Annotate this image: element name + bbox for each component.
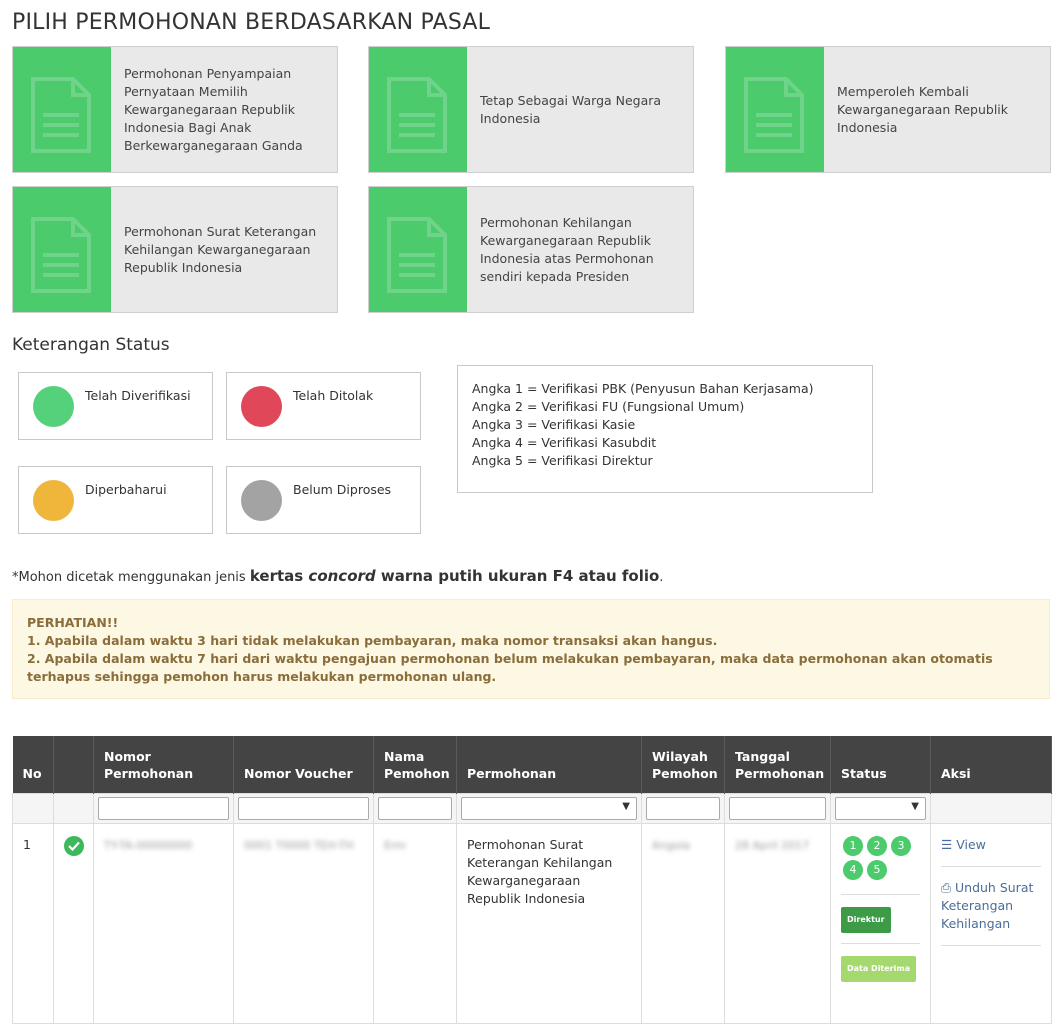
verification-steps	[841, 836, 921, 884]
angka-line: Angka 1 = Verifikasi PBK (Penyusun Bahan Kerjasama)	[472, 381, 814, 396]
divider	[941, 866, 1041, 867]
caret-down-icon: ▼	[911, 800, 919, 812]
header-tanggal-permohonan[interactable]: Tanggal Permohonan	[725, 736, 831, 793]
header-wilayah-pemohon[interactable]: Wilayah Pemohon	[642, 736, 725, 793]
angka-line: Angka 5 = Verifikasi Direktur	[472, 453, 653, 468]
print-note	[12, 567, 663, 585]
permohonan-table	[12, 736, 1052, 1024]
view-link-label: View	[956, 836, 986, 852]
header-nomor-permohonan[interactable]: Nomor Permohonan	[94, 736, 234, 793]
warning-alert	[12, 599, 1050, 699]
filter-nomor-permohonan-input[interactable]	[98, 797, 229, 820]
filter-cell	[725, 793, 831, 823]
card-pilihan-surat-keterangan-kehilangan[interactable]	[12, 186, 338, 313]
card-icon-box	[726, 47, 824, 172]
status-legend-unprocessed	[226, 466, 421, 534]
cell-permohonan: Permohonan Surat Keterangan Kehilangan Kewarganegaraan Republik Indonesia	[457, 823, 642, 1023]
redacted-value: 0001 T0000 TEH-TH	[244, 838, 354, 852]
filter-cell-empty	[931, 793, 1052, 823]
header-nama-pemohon[interactable]: Nama Pemohon	[374, 736, 457, 793]
filter-nomor-voucher-input[interactable]	[238, 797, 369, 820]
redacted-value: Angola	[652, 838, 691, 852]
card-icon-box	[369, 47, 467, 172]
cell-status	[831, 823, 931, 1023]
cell-nomor-voucher	[234, 823, 374, 1023]
print-note-bold: kertas	[249, 567, 309, 585]
table-row	[13, 823, 1052, 1023]
card-label: Permohonan Surat Keterangan Kehilangan Kewarganegaraan Republik Indonesia	[124, 223, 317, 275]
document-icon	[27, 75, 97, 155]
status-label: Diperbaharui	[85, 482, 167, 497]
divider	[841, 943, 920, 944]
filter-permohonan-select[interactable]	[461, 797, 637, 820]
status-dot-green	[33, 386, 74, 427]
header-check	[54, 736, 94, 793]
page-title: PILIH PERMOHONAN BERDASARKAN PASAL	[12, 10, 491, 35]
card-icon-box	[13, 47, 111, 172]
list-icon: ☰	[941, 836, 953, 852]
card-pilihan-tetap-wni[interactable]	[368, 46, 694, 173]
alert-line: 1. Apabila dalam waktu 3 hari tidak melakukan pembayaran, maka nomor transaksi akan hangus.	[27, 633, 718, 648]
filter-cell	[234, 793, 374, 823]
status-badge: Data Diterima	[841, 956, 916, 982]
filter-nama-pemohon-input[interactable]	[378, 797, 452, 820]
status-label: Belum Diproses	[293, 482, 392, 497]
redacted-value: TY-TA-00000000	[104, 838, 193, 852]
filter-cell	[374, 793, 457, 823]
print-note-italic: concord	[308, 567, 376, 585]
card-label: Memperoleh Kembali Kewarganegaraan Republik Indonesia	[837, 83, 1009, 135]
status-legend-updated	[18, 466, 213, 534]
cell-wilayah-pemohon	[642, 823, 725, 1023]
document-icon	[27, 215, 97, 295]
download-link-label: Unduh Surat Keterangan Kehilangan	[941, 879, 1034, 931]
filter-row	[13, 793, 1052, 823]
document-icon	[740, 75, 810, 155]
step-1-badge: 1	[843, 836, 863, 856]
redacted-value: Erm	[384, 838, 406, 852]
print-note-prefix: *Mohon dicetak menggunakan jenis	[12, 570, 250, 585]
check-circle-icon	[64, 836, 84, 856]
filter-status-select[interactable]	[835, 797, 926, 820]
cell-aksi	[931, 823, 1052, 1023]
header-no[interactable]: No	[13, 736, 54, 793]
cell-nomor-permohonan	[94, 823, 234, 1023]
cell-tanggal-permohonan	[725, 823, 831, 1023]
level-badge: Direktur	[841, 907, 891, 933]
card-icon-box	[13, 187, 111, 312]
step-3-badge: 3	[891, 836, 911, 856]
card-label: Permohonan Penyampaian Pernyataan Memilih Kewarganegaraan Republik Indonesia Bagi Anak Berkewarganegaraan Ganda	[124, 65, 303, 153]
filter-cell-empty	[54, 793, 94, 823]
alert-line: 2. Apabila dalam waktu 7 hari dari waktu pengajuan permohonan belum melakukan pembayaran, maka data permohonan akan otomatis terhapus sehingga pemohon harus melakukan permohonan ulang.	[27, 651, 993, 684]
filter-wilayah-input[interactable]	[646, 797, 720, 820]
download-letter-link[interactable]	[941, 879, 1041, 933]
header-permohonan[interactable]: Permohonan	[457, 736, 642, 793]
filter-cell-empty	[13, 793, 54, 823]
step-4-badge: 4	[843, 860, 863, 880]
print-note-suffix: .	[659, 570, 664, 585]
divider	[941, 945, 1041, 946]
status-label: Telah Ditolak	[293, 388, 374, 403]
caret-down-icon: ▼	[622, 800, 630, 812]
filter-cell	[642, 793, 725, 823]
card-pilihan-kehilangan-kepada-presiden[interactable]	[368, 186, 694, 313]
header-status[interactable]: Status	[831, 736, 931, 793]
filter-cell	[94, 793, 234, 823]
angka-line: Angka 2 = Verifikasi FU (Fungsional Umum)	[472, 399, 745, 414]
cell-check	[54, 823, 94, 1023]
filter-cell	[457, 793, 642, 823]
status-legend-rejected	[226, 372, 421, 440]
angka-line: Angka 3 = Verifikasi Kasie	[472, 417, 636, 432]
verification-steps-legend	[457, 365, 873, 493]
print-note-bold: warna putih ukuran F4 atau folio	[375, 567, 660, 585]
header-nomor-voucher[interactable]: Nomor Voucher	[234, 736, 374, 793]
card-label: Tetap Sebagai Warga Negara Indonesia	[480, 92, 662, 126]
step-2-badge: 2	[867, 836, 887, 856]
card-pilihan-memperoleh-kembali[interactable]	[725, 46, 1051, 173]
card-pilihan-anak-berkewarganegaraan-ganda[interactable]	[12, 46, 338, 173]
status-dot-gray	[241, 480, 282, 521]
header-aksi: Aksi	[931, 736, 1052, 793]
alert-title: PERHATIAN!!	[27, 615, 119, 630]
document-icon	[383, 75, 453, 155]
cell-nama-pemohon	[374, 823, 457, 1023]
document-icon	[383, 215, 453, 295]
card-label: Permohonan Kehilangan Kewarganegaraan Republik Indonesia atas Permohonan sendiri kepada Presiden	[480, 214, 654, 284]
redacted-value: 28 April 2017	[735, 838, 810, 852]
printer-icon: ⎙	[941, 879, 952, 895]
view-link[interactable]	[941, 836, 1041, 854]
status-dot-yellow	[33, 480, 74, 521]
step-5-badge: 5	[867, 860, 887, 880]
status-dot-red	[241, 386, 282, 427]
divider	[841, 894, 920, 895]
cell-no: 1	[13, 823, 54, 1023]
filter-cell	[831, 793, 931, 823]
angka-line: Angka 4 = Verifikasi Kasubdit	[472, 435, 657, 450]
status-label: Telah Diverifikasi	[85, 388, 191, 403]
status-legend-title: Keterangan Status	[12, 335, 170, 355]
card-icon-box	[369, 187, 467, 312]
filter-tanggal-input[interactable]	[729, 797, 826, 820]
status-legend-verified	[18, 372, 213, 440]
